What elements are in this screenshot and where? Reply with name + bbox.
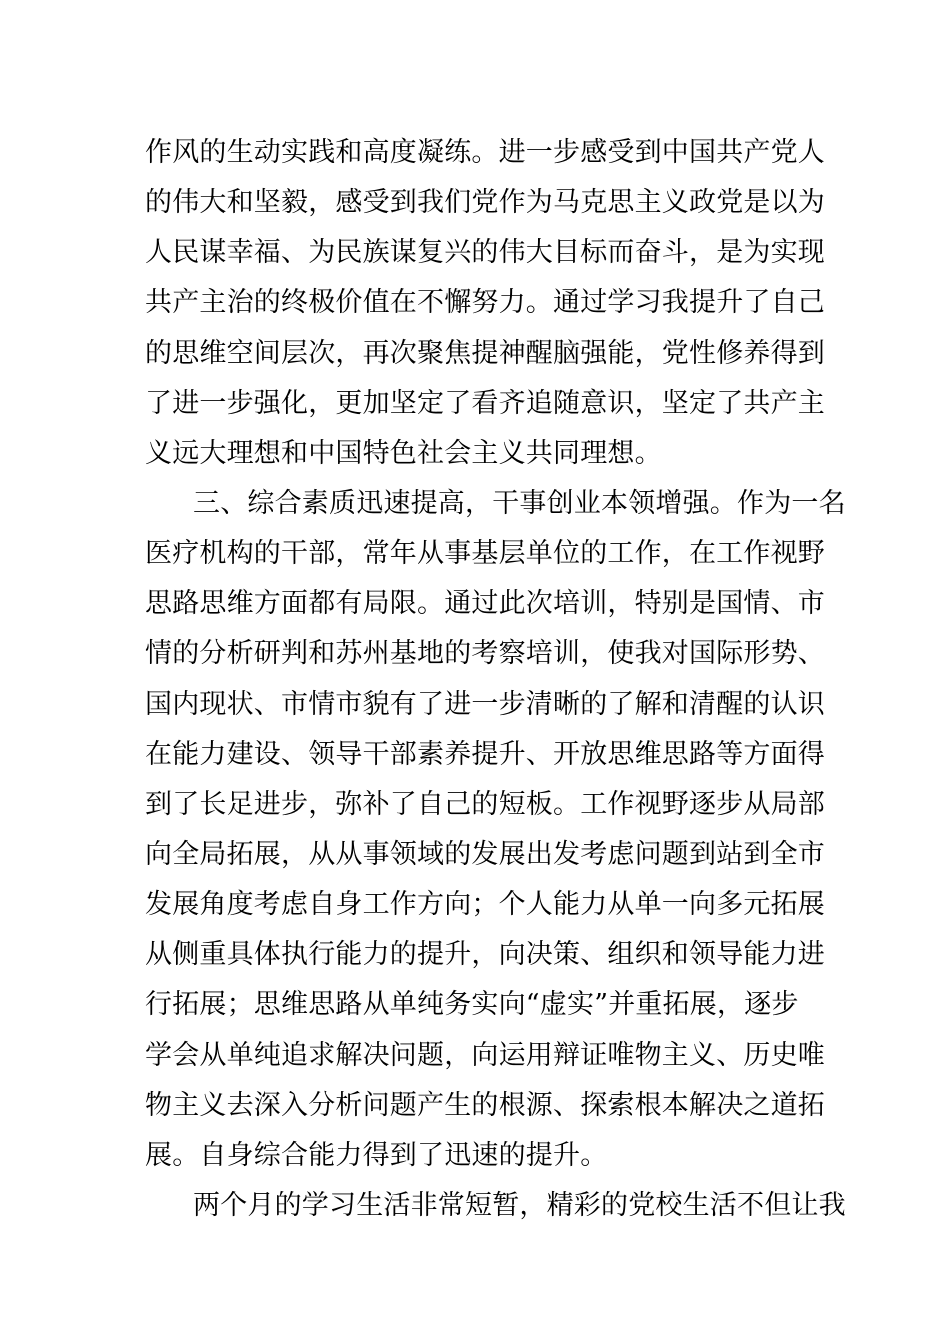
text-line-3: 人民谋幸福、为民族谋复兴的伟大目标而奋斗，是为实现 [145, 237, 825, 269]
text-line-13: 在能力建设、领导干部素养提升、开放思维思路等方面得 [145, 738, 825, 770]
text-line-19: 学会从单纯追求解决问题，向运用辩证唯物主义、历史唯 [145, 1039, 825, 1071]
text-line-14: 到了长足进步，弥补了自己的短板。工作视野逐步从局部 [145, 788, 825, 820]
text-line-21: 展。自身综合能力得到了迅速的提升。 [145, 1139, 608, 1171]
text-line-4: 共产主治的终极价值在不懈努力。通过学习我提升了自己 [145, 287, 825, 319]
text-line-6: 了进一步强化，更加坚定了看齐追随意识，坚定了共产主 [145, 387, 825, 419]
text-line-11: 情的分析研判和苏州基地的考察培训，使我对国际形势、 [145, 638, 825, 670]
text-line-12: 国内现状、市情市貌有了进一步清晰的了解和清醒的认识 [145, 688, 825, 720]
text-line-1: 作风的生动实践和高度凝练。进一步感受到中国共产党人 [145, 137, 825, 168]
text-line-10: 思路思维方面都有局限。通过此次培训，特别是国情、市 [145, 588, 825, 620]
text-line-18: 行拓展；思维思路从单纯务实向“虚实”并重拓展，逐步 [145, 989, 799, 1021]
text-line-20: 物主义去深入分析问题产生的根源、探索根本解决之道拓 [145, 1089, 825, 1121]
paragraph-start-line: 两个月的学习生活非常短暂，精彩的党校生活不但让我 [193, 1189, 846, 1221]
text-line-7: 义远大理想和中国特色社会主义共同理想。 [145, 437, 662, 469]
text-line-15: 向全局拓展，从从事领域的发展出发考虑问题到站到全市 [145, 838, 825, 870]
paragraph-start-line: 三、综合素质迅速提高，干事创业本领增强。作为一名 [193, 487, 846, 519]
text-line-5: 的思维空间层次，再次聚焦提神醒脑强能，党性修养得到 [145, 337, 825, 369]
text-line-2: 的伟大和坚毅，感受到我们党作为马克思主义政党是以为 [145, 187, 825, 219]
document-body [145, 128, 846, 1231]
text-line-9: 医疗机构的干部，常年从事基层单位的工作，在工作视野 [145, 538, 825, 570]
text-line-17: 从侧重具体执行能力的提升，向决策、组织和领导能力进 [145, 939, 825, 971]
text-line-16: 发展角度考虑自身工作方向；个人能力从单一向多元拓展 [145, 889, 825, 921]
